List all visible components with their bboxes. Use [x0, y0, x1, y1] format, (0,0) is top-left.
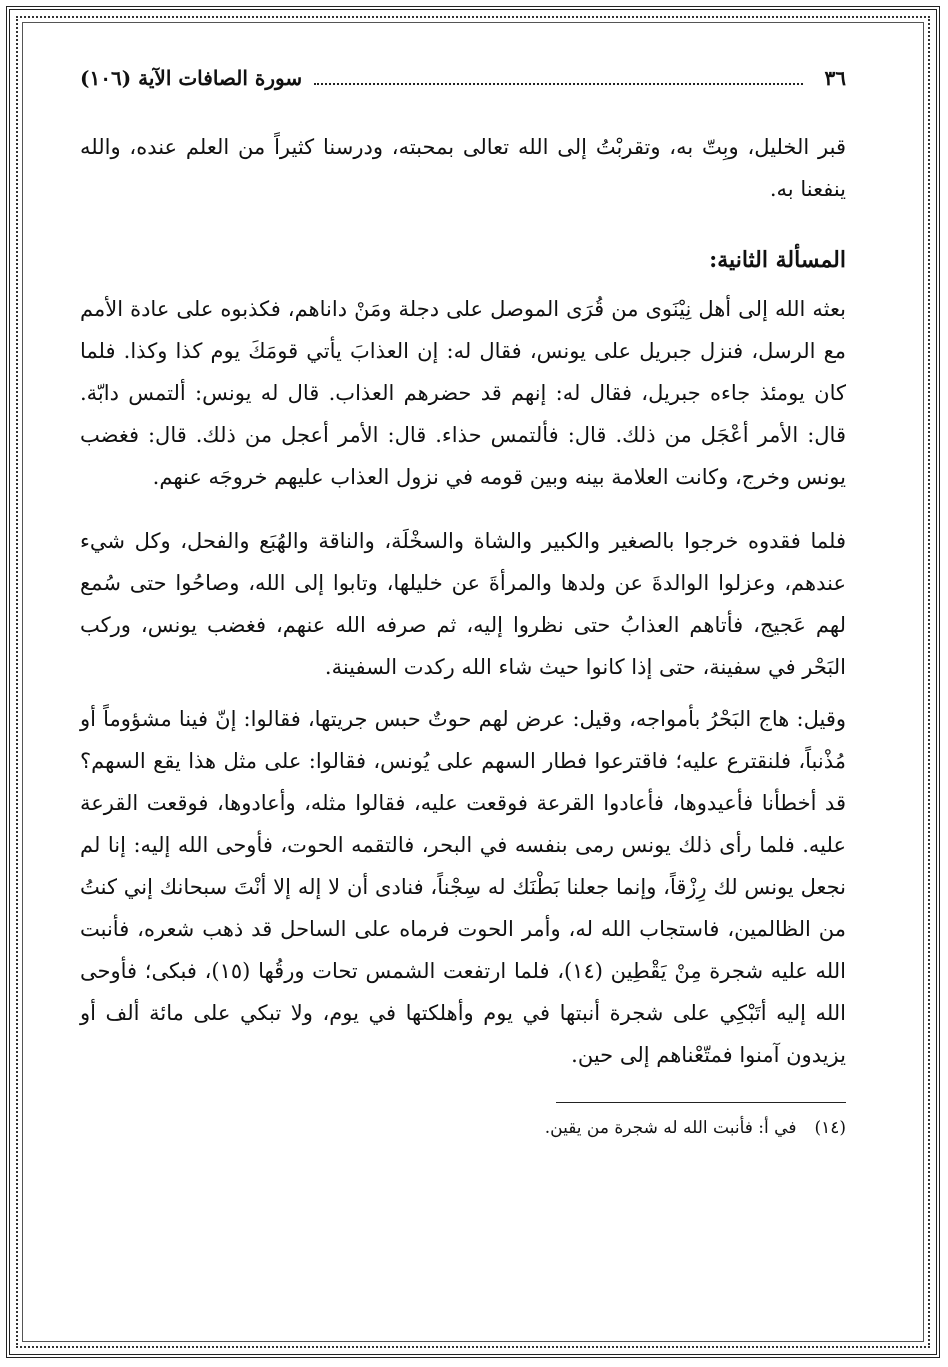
header-dotted-leader — [314, 73, 802, 85]
footnote-separator — [556, 1102, 846, 1103]
footnote-text: في أ: فأنبت الله له شجرة من يقين. — [544, 1118, 797, 1138]
paragraph-2: بعثه الله إلى أهل نِيْنَوى من قُرَى الموصل على دجلة ومَنْ داناهم، فكذبوه على عادة الأمم مع الرسل، فنزل جبريل على يونس، فقال له: إن العذابَ يأتي قومَكَ يوم كذا وكذا. فلما كان يومئذ جاءه جبريل، فقال له: إنهم قد حضرهم العذاب. قال له يونس: ألتمس دابّة. قال: الأمر أعْجَل من ذلك. قال: فألتمس حذاء. قال: الأمر أعجل من ذلك. قال: فغضب يونس وخرج، وكانت العلامة بينه وبين قومه في نزول العذاب عليهم خروجَه عنهم. — [80, 297, 846, 489]
page-number: ٣٦ — [824, 66, 846, 90]
paragraph-3: فلما فقدوه خرجوا بالصغير والكبير والشاة والسخْلَة، والناقة والهُبَع والفحل، وكل شيء عندهم، وعزلوا الوالدةَ عن ولدها والمرأةَ عن خليلها، وتابوا إلى الله، وصاحُوا حتى سُمع لهم عَجيج، فأتاهم العذابُ حتى نظروا إليه، ثم صرفه الله عنهم، فغضب يونس، وركب البَحْر في سفينة، حتى إذا كانوا حيث شاء الله ركدت السفينة. — [80, 529, 846, 679]
section-heading: المسألة الثانية: — [709, 247, 846, 273]
footnote — [80, 1113, 846, 1143]
footnote-marker: (١٤) — [814, 1118, 846, 1138]
paragraph-4: وقيل: هاج البَحْرُ بأمواجه، وقيل: عرض لهم حوتٌ حبس جريتها، فقالوا: إنّ فينا مشؤوماً أو مُذْنباً، فلنقترع عليه؛ فاقترعوا فطار السهم على يُونس، فقالوا: على مثل هذا يقع السهم؟ قد أخطأنا فأعيدوها، فأعادوا القرعة فوقعت عليه، فقالوا مثله، وأعادوها، فوقعت القرعة عليه. فلما رأى ذلك يونس رمى بنفسه في البحر، فالتقمه الحوت، فأوحى الله إليه: إنا لم نجعل يونس لك رِزْقاً، وإنما جعلنا بَطْنَك له سِجْناً، فنادى أن لا إله إلا أنْتَ سبحانك إني كنتُ من الظالمين، فاستجاب الله له، وأمر الحوت فرماه على الساحل قد ذهب شعره، فأنبت الله عليه شجرة مِنْ يَقْطِين (١٤)، فلما ارتفعت الشمس تحات ورقُها (١٥)، فبكى؛ فأوحى الله إليه أتَبْكِي على شجرة أنبتها في يوم وأهلكتها في يوم، ولا تبكي على مائة ألف أو يزيدون آمنوا فمتّعْناهم إلى حين. — [80, 707, 846, 1067]
header-title: سورة الصافات الآية (١٠٦) — [80, 66, 303, 90]
page-content — [80, 66, 846, 1143]
paragraph-1: قبر الخليل، وبِتّ به، وتقربْتُ إلى الله تعالى بمحبته، ودرسنا كثيراً من العلم عنده، والله ينفعنا به. — [80, 135, 846, 201]
running-header — [80, 66, 846, 106]
